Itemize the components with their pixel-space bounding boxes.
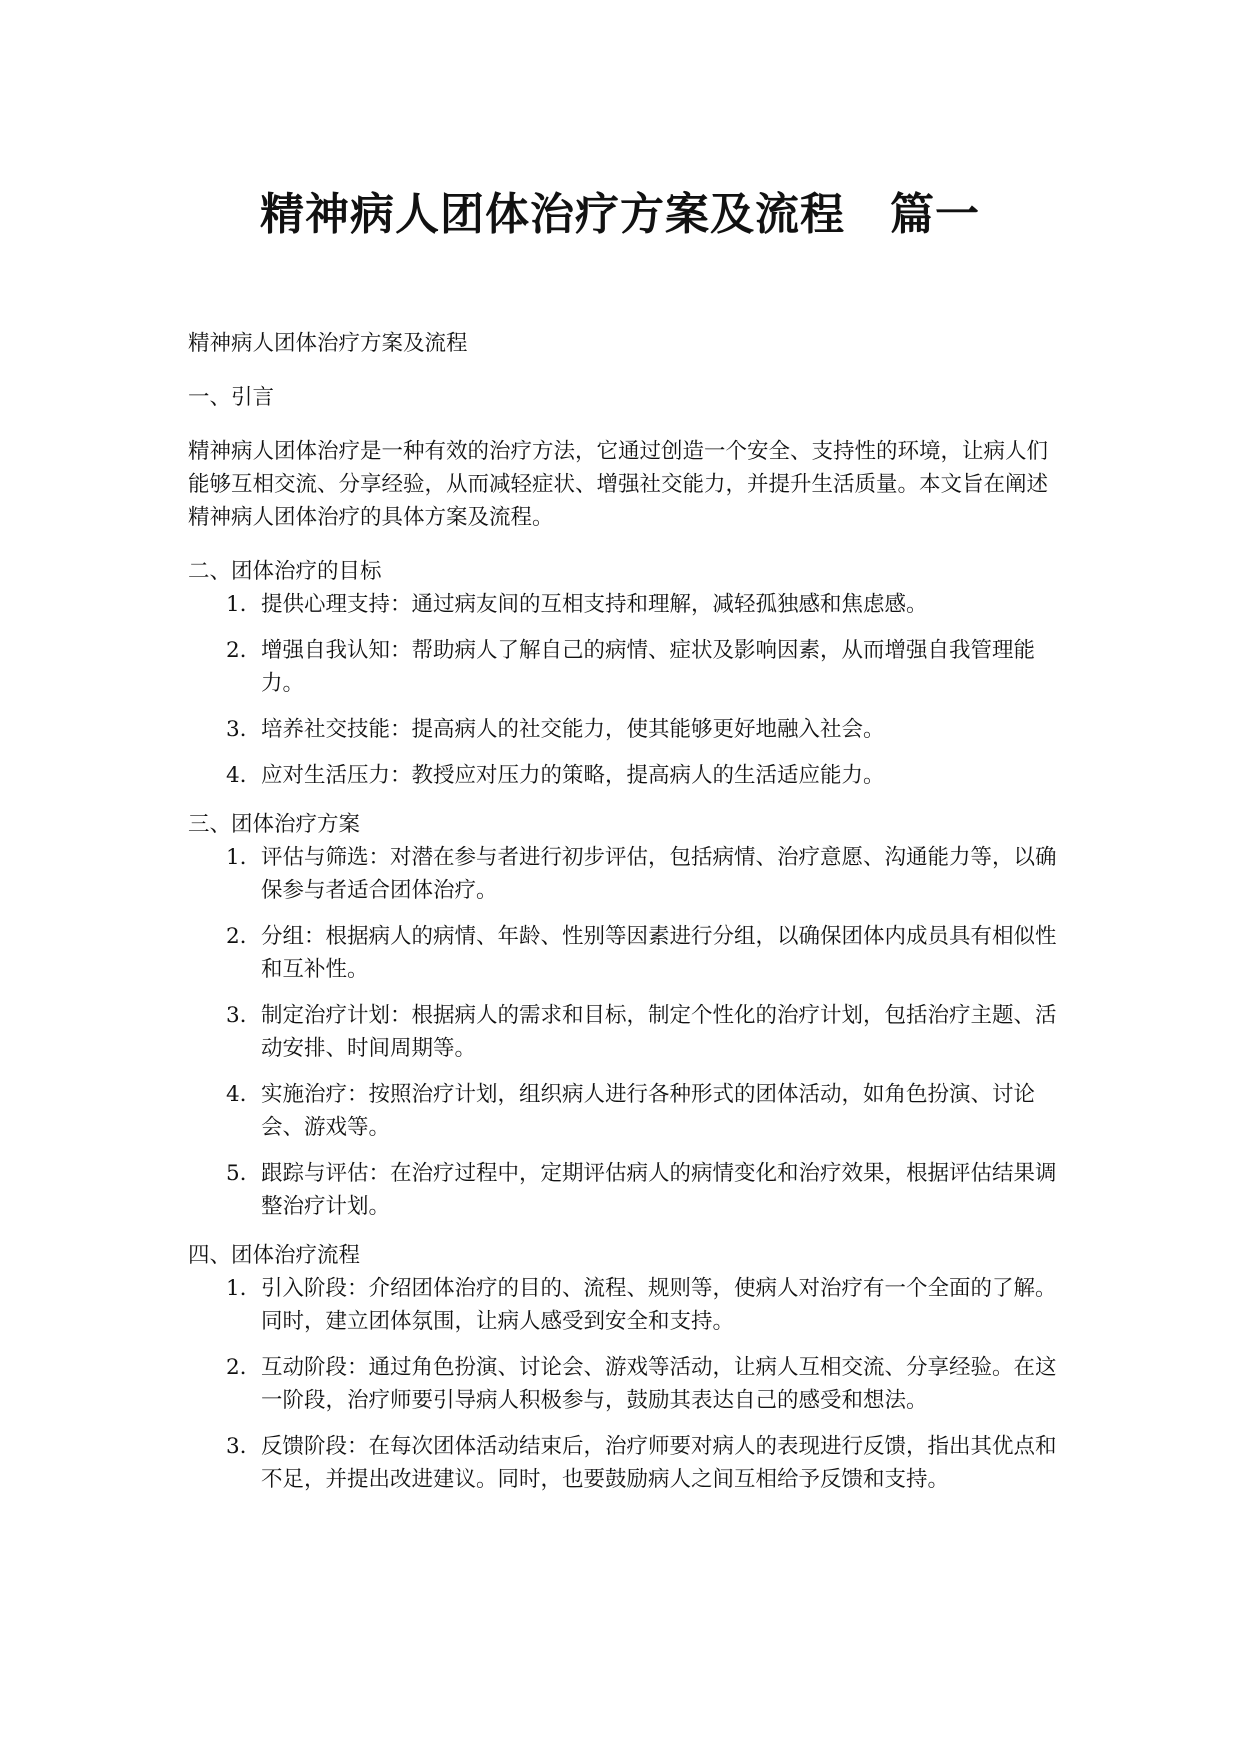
- list-item-text: 应对生活压力：教授应对压力的策略，提高病人的生活适应能力。: [261, 763, 885, 788]
- goals-list: [188, 588, 1060, 792]
- list-number: 3.: [226, 717, 247, 742]
- list-item-text: 制定治疗计划：根据病人的需求和目标，制定个性化的治疗计划，包括治疗主题、活动安排、时间周期等。: [261, 1003, 1057, 1061]
- document-title: 精神病人团体治疗方案及流程 篇一: [260, 189, 980, 240]
- list-item-text: 培养社交技能：提高病人的社交能力，使其能够更好地融入社会。: [261, 717, 885, 742]
- list-item: [188, 713, 1060, 746]
- list-item-text: 反馈阶段：在每次团体活动结束后，治疗师要对病人的表现进行反馈，指出其优点和不足，并提出改进建议。同时，也要鼓励病人之间互相给予反馈和支持。: [261, 1434, 1057, 1492]
- list-number: 4.: [226, 1082, 247, 1107]
- list-item-text: 跟踪与评估：在治疗过程中，定期评估病人的病情变化和治疗效果，根据评估结果调整治疗计划。: [261, 1161, 1057, 1219]
- list-item: [188, 1272, 1060, 1338]
- section-heading-goals: 二、团体治疗的目标: [188, 559, 382, 584]
- process-list: [188, 1272, 1060, 1496]
- list-item: [188, 1351, 1060, 1417]
- list-item: [188, 588, 1060, 621]
- list-item-text: 提供心理支持：通过病友间的互相支持和理解，减轻孤独感和焦虑感。: [261, 592, 928, 617]
- list-item: [188, 634, 1060, 700]
- list-item: [188, 759, 1060, 792]
- list-number: 2.: [226, 638, 247, 663]
- list-number: 1.: [226, 1276, 247, 1301]
- list-number: 3.: [226, 1434, 247, 1459]
- document-body: [188, 327, 1060, 1512]
- list-number: 1.: [226, 592, 247, 617]
- intro-paragraph: 精神病人团体治疗是一种有效的治疗方法，它通过创造一个安全、支持性的环境，让病人们能够互相交流、分享经验，从而减轻症状、增强社交能力，并提升生活质量。本文旨在阐述精神病人团体治疗的具体方案及流程。: [188, 439, 1049, 530]
- list-number: 3.: [226, 1003, 247, 1028]
- plan-list: [188, 841, 1060, 1223]
- list-item: [188, 920, 1060, 986]
- section-heading-plan: 三、团体治疗方案: [188, 812, 361, 837]
- list-number: 4.: [226, 763, 247, 788]
- list-item-text: 引入阶段：介绍团体治疗的目的、流程、规则等，使病人对治疗有一个全面的了解。同时，建立团体氛围，让病人感受到安全和支持。: [261, 1276, 1057, 1334]
- list-item: [188, 841, 1060, 907]
- list-item: [188, 1157, 1060, 1223]
- list-item: [188, 1078, 1060, 1144]
- list-item-text: 分组：根据病人的病情、年龄、性别等因素进行分组，以确保团体内成员具有相似性和互补性。: [261, 924, 1057, 982]
- list-item-text: 评估与筛选：对潜在参与者进行初步评估，包括病情、治疗意愿、沟通能力等，以确保参与者适合团体治疗。: [261, 845, 1057, 903]
- list-item-text: 互动阶段：通过角色扮演、讨论会、游戏等活动，让病人互相交流、分享经验。在这一阶段，治疗师要引导病人积极参与，鼓励其表达自己的感受和想法。: [261, 1355, 1057, 1413]
- section-heading-process: 四、团体治疗流程: [188, 1243, 361, 1268]
- list-number: 1.: [226, 845, 247, 870]
- list-item-text: 增强自我认知：帮助病人了解自己的病情、症状及影响因素，从而增强自我管理能力。: [261, 638, 1036, 696]
- list-item-text: 实施治疗：按照治疗计划，组织病人进行各种形式的团体活动，如角色扮演、讨论会、游戏等。: [261, 1082, 1036, 1140]
- list-item: [188, 1430, 1060, 1496]
- list-number: 2.: [226, 1355, 247, 1380]
- section-heading-intro: 一、引言: [188, 385, 275, 410]
- list-number: 5.: [226, 1161, 247, 1186]
- list-number: 2.: [226, 924, 247, 949]
- list-item: [188, 999, 1060, 1065]
- document-subtitle: 精神病人团体治疗方案及流程: [188, 331, 468, 356]
